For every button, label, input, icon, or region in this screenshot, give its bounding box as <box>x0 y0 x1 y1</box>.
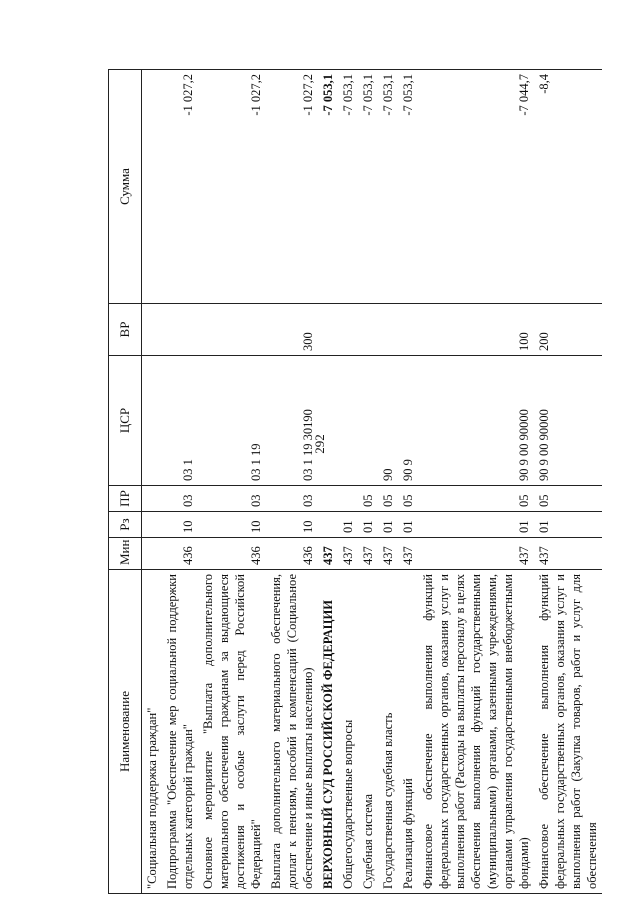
table-row <box>358 70 378 894</box>
cell-name: "Социальная поддержка граждан" <box>142 570 163 894</box>
cell-rz: 01 <box>398 512 418 538</box>
header-csr: ЦСР <box>109 356 142 486</box>
cell-pr: 05 <box>534 486 602 512</box>
cell-rz <box>142 512 163 538</box>
cell-sum: -7 053,1 <box>378 70 398 304</box>
cell-min: 437 <box>418 538 534 570</box>
cell-csr: 90 9 00 90000 <box>418 356 534 486</box>
cell-name: ВЕРХОВНЫЙ СУД РОССИЙСКОЙ ФЕДЕРАЦИИ <box>318 570 338 894</box>
cell-rz: 01 <box>418 512 534 538</box>
cell-csr <box>142 356 163 486</box>
table-row <box>534 70 602 894</box>
cell-vr <box>378 304 398 356</box>
cell-pr <box>142 486 163 512</box>
cell-name: Общегосударственные вопросы <box>338 570 358 894</box>
header-vr: ВР <box>109 304 142 356</box>
cell-rz: 01 <box>534 512 602 538</box>
cell-name: Выплата дополнительного материального обеспечения, доплат к пенсиям, пособий и компенсаций (Социальное обеспечение и иные выплаты населению) <box>266 570 318 894</box>
cell-vr <box>318 304 338 356</box>
table-row <box>398 70 418 894</box>
header-pr: ПР <box>109 486 142 512</box>
cell-name: Финансовое обеспечение выполнения функций федеральных государственных органов, оказания услуг и выполнения работ (Закупка товаров, работ и услуг для обеспечения <box>534 570 602 894</box>
cell-name: Подпрограмма "Обеспечение мер социальной поддержки отдельных категорий граждан" <box>162 570 198 894</box>
table-row <box>418 70 534 894</box>
cell-pr <box>338 486 358 512</box>
table-row <box>162 70 198 894</box>
cell-csr: 03 1 19 <box>198 356 266 486</box>
cell-pr: 03 <box>266 486 318 512</box>
cell-rz: 01 <box>358 512 378 538</box>
cell-name: Финансовое обеспечение выполнения функций федеральных государственных органов, оказания услуг и выполнения работ (Расходы на выплаты персоналу в целях обеспечения выполнения функций государственными (муниципальными) органами, казенными учреждениями, органами управления государственными внебюджетными фондами) <box>418 570 534 894</box>
table-header-row <box>109 70 142 894</box>
cell-sum: -7 053,1 <box>338 70 358 304</box>
cell-min: 437 <box>358 538 378 570</box>
header-min: Мин <box>109 538 142 570</box>
cell-min: 437 <box>398 538 418 570</box>
cell-csr: 90 9 00 90000 <box>534 356 602 486</box>
cell-min: 436 <box>162 538 198 570</box>
cell-vr <box>198 304 266 356</box>
header-rz: Рз <box>109 512 142 538</box>
cell-name: Государственная судебная власть <box>378 570 398 894</box>
cell-min: 436 <box>266 538 318 570</box>
cell-min: 436 <box>198 538 266 570</box>
cell-min: 437 <box>338 538 358 570</box>
cell-csr <box>358 356 378 486</box>
cell-vr: 300 <box>266 304 318 356</box>
cell-pr: 03 <box>198 486 266 512</box>
cell-vr <box>338 304 358 356</box>
header-sum: Сумма <box>109 70 142 304</box>
cell-name: Основное мероприятие "Выплата дополнительного материального обеспечения гражданам за выдающиеся достижения и особые заслуги перед Российской Федерацией" <box>198 570 266 894</box>
cell-min <box>142 538 163 570</box>
cell-csr: 03 1 <box>162 356 198 486</box>
table-row <box>266 70 318 894</box>
cell-rz: 10 <box>162 512 198 538</box>
table-row <box>142 70 163 894</box>
table-row <box>378 70 398 894</box>
cell-name: Реализация функций <box>398 570 418 894</box>
cell-csr: 03 1 19 30190 <box>266 356 318 486</box>
table-body <box>142 70 603 894</box>
cell-csr: 90 9 <box>398 356 418 486</box>
page-number-text: 292 <box>312 434 327 454</box>
cell-sum: -7 044,7 <box>418 70 534 304</box>
budget-table-rotated <box>108 70 616 894</box>
table-row <box>198 70 266 894</box>
table-row <box>338 70 358 894</box>
cell-rz: 01 <box>378 512 398 538</box>
cell-sum: -7 053,1 <box>398 70 418 304</box>
cell-sum: -1 027,2 <box>198 70 266 304</box>
cell-min: 437 <box>378 538 398 570</box>
cell-pr: 05 <box>358 486 378 512</box>
cell-csr: 90 <box>378 356 398 486</box>
cell-sum <box>142 70 163 304</box>
cell-pr: 05 <box>398 486 418 512</box>
cell-sum: -7 053,1 <box>358 70 378 304</box>
budget-table <box>108 69 602 894</box>
cell-sum: -8,4 <box>534 70 602 304</box>
cell-name: Судебная система <box>358 570 378 894</box>
cell-sum: -1 027,2 <box>266 70 318 304</box>
cell-pr: 03 <box>162 486 198 512</box>
cell-min: 437 <box>318 538 338 570</box>
cell-vr: 200 <box>534 304 602 356</box>
cell-csr <box>318 356 338 486</box>
cell-vr <box>398 304 418 356</box>
header-name: Наименование <box>109 570 142 894</box>
cell-sum: -7 053,1 <box>318 70 338 304</box>
cell-pr: 05 <box>378 486 398 512</box>
cell-vr: 100 <box>418 304 534 356</box>
cell-rz: 10 <box>198 512 266 538</box>
cell-vr <box>358 304 378 356</box>
cell-min: 437 <box>534 538 602 570</box>
cell-vr <box>142 304 163 356</box>
cell-sum: -1 027,2 <box>162 70 198 304</box>
cell-rz: 10 <box>266 512 318 538</box>
cell-rz <box>318 512 338 538</box>
cell-csr <box>338 356 358 486</box>
cell-pr <box>318 486 338 512</box>
table-row <box>318 70 338 894</box>
cell-vr <box>162 304 198 356</box>
cell-pr: 05 <box>418 486 534 512</box>
cell-rz: 01 <box>338 512 358 538</box>
